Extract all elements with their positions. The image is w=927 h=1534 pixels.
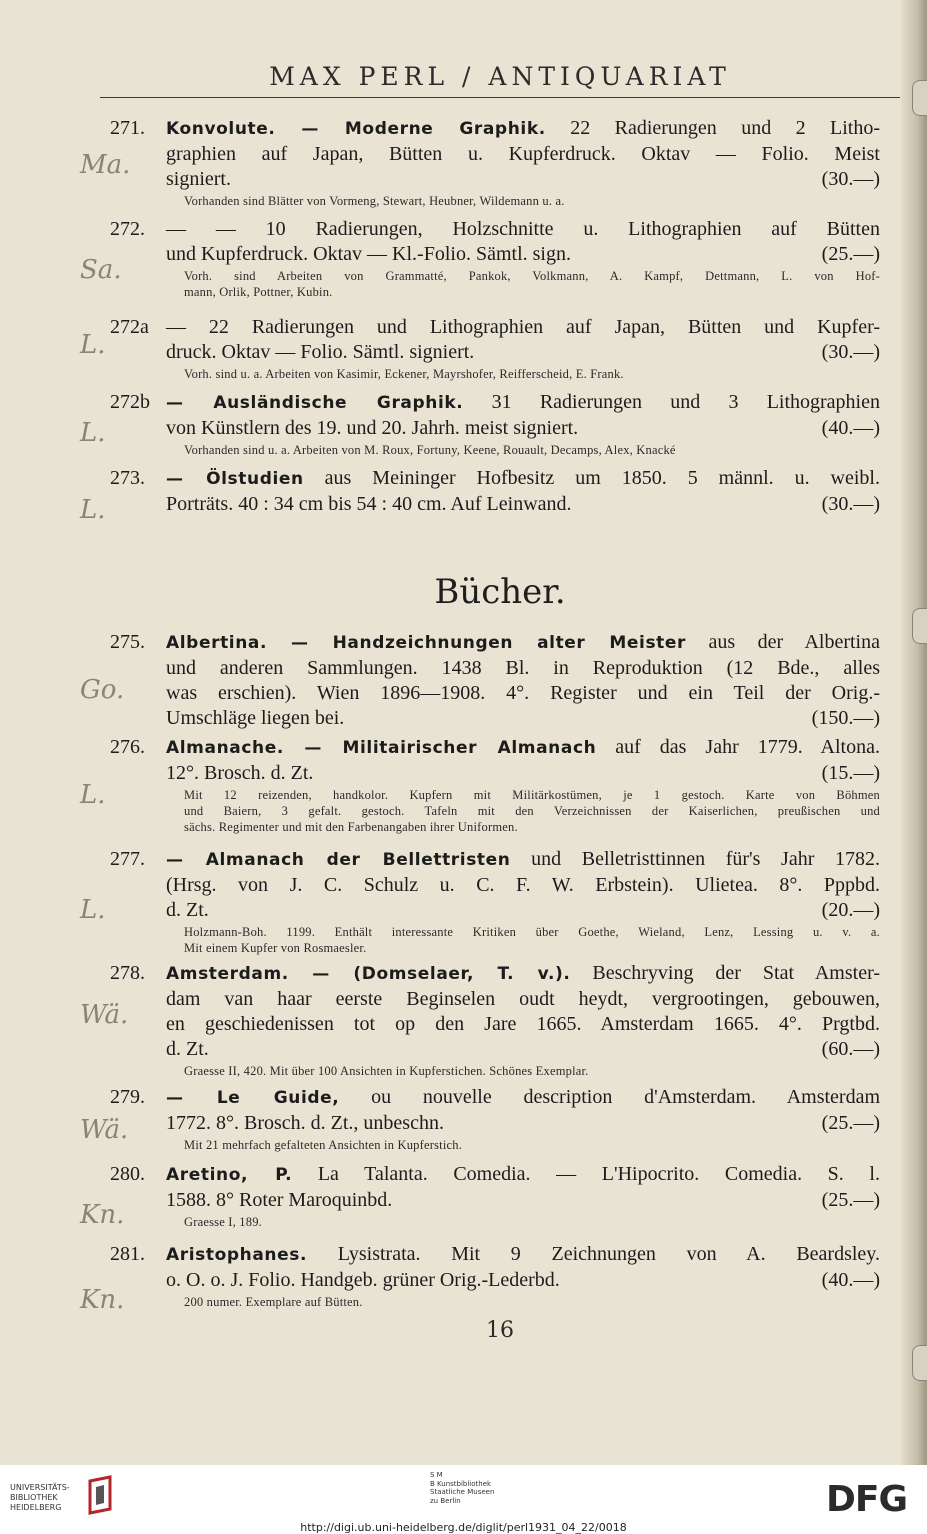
entry-note: Vorhanden sind u. a. Arbeiten von M. Roux, Fortuny, Keene, Rouault, Decamps, Alex, Knacké <box>184 443 676 457</box>
catalog-entry <box>100 116 880 208</box>
entry-line-text: Porträts. 40 : 34 cm bis 54 : 40 cm. Auf Leinwand. <box>166 493 572 515</box>
handwritten-mark: Kn. <box>80 1200 125 1230</box>
entry-price: (15.—) <box>821 762 880 784</box>
handwritten-mark: Sa. <box>80 255 122 285</box>
entry-line-text: — 22 Radierungen und Lithographien auf Japan, Bütten und Kupfer- <box>166 316 880 338</box>
entry-price: (25.—) <box>821 1112 880 1134</box>
entry-heading: Aristophanes. <box>166 1245 308 1265</box>
entry-note: sächs. Regimenter und mit den Farbenangaben ihrer Uniformen. <box>184 820 518 834</box>
catalog-entry <box>100 1162 880 1229</box>
entry-line-text: was erschien). Wien 1896—1908. 4°. Register und ein Teil der Orig.- <box>166 682 880 704</box>
entry-line-text: d. Zt. <box>166 899 209 921</box>
entry-text <box>166 735 880 834</box>
handwritten-mark: L. <box>80 330 106 360</box>
entry-line-text: 12°. Brosch. d. Zt. <box>166 762 314 784</box>
entry-price: (25.—) <box>821 1189 880 1211</box>
entry-line-text: Beschryving der Stat Amster- <box>570 962 880 984</box>
entry-note: und Baiern, 3 gefalt. gestoch. Tafeln mit den Verzeichnissen der Kaiserlichen, preußischen und <box>184 804 880 818</box>
university-name: UNIVERSITÄTS- BIBLIOTHEK HEIDELBERG <box>10 1483 70 1512</box>
entry-line-text: d. Zt. <box>166 1038 209 1060</box>
entry-heading: — Almanach der Bellettristen <box>166 850 511 870</box>
entry-note: mann, Orlik, Pottner, Kubin. <box>184 285 333 299</box>
handwritten-mark: Wä. <box>80 1115 129 1145</box>
entry-line-text: 1588. 8° Roter Maroquinbd. <box>166 1189 393 1211</box>
entry-text <box>166 116 880 208</box>
entry-line <box>166 492 880 517</box>
entry-price: (150.—) <box>811 707 880 729</box>
entry-number: 275. <box>110 631 145 653</box>
entry-line-text: von Künstlern des 19. und 20. Jahrh. meist signiert. <box>166 417 579 439</box>
entry-line-text: 1772. 8°. Brosch. d. Zt., unbeschn. <box>166 1112 444 1134</box>
entry-line-text: (Hrsg. von J. C. Schulz u. C. F. W. Erbstein). Ulietea. 8°. Pppbd. <box>166 874 880 896</box>
entry-number: 280. <box>110 1163 145 1185</box>
header-rule <box>100 97 900 98</box>
source-url[interactable]: http://digi.ub.uni-heidelberg.de/diglit/perl1931_04_22/0018 <box>300 1521 627 1534</box>
entry-line <box>166 735 880 761</box>
entry-line <box>166 1162 880 1188</box>
catalog-entry <box>100 1242 880 1309</box>
entry-line <box>166 630 880 656</box>
entry-line <box>166 416 880 441</box>
catalog-entry <box>100 315 880 381</box>
entry-line <box>166 706 880 731</box>
catalog-entry <box>100 1085 880 1152</box>
entry-number: 272b <box>110 391 150 413</box>
entry-line-text: — — 10 Radierungen, Holzschnitte u. Lithographien auf Bütten <box>166 218 880 240</box>
entry-note: Vorh. sind Arbeiten von Grammatté, Pankok, Volkmann, A. Kampf, Dettmann, L. von Hof- <box>184 269 880 283</box>
dfg-logo: DFG <box>826 1479 908 1520</box>
entry-note: 200 numer. Exemplare auf Bütten. <box>184 1295 363 1309</box>
entry-price: (30.—) <box>821 168 880 190</box>
entry-line-text: und Belletristtinnen für's Jahr 1782. <box>510 848 880 870</box>
entry-line <box>166 340 880 365</box>
entry-line <box>166 142 880 167</box>
entry-line-text: und Kupferdruck. Oktav — Kl.-Folio. Sämtl. sign. <box>166 243 571 265</box>
entry-number: 277. <box>110 848 145 870</box>
entry-line <box>166 1188 880 1213</box>
entry-note: Holzmann-Boh. 1199. Enthält interessante Kritiken über Goethe, Wieland, Lenz, Lessing u. v. a. <box>184 925 880 939</box>
catalog-entry <box>100 390 880 457</box>
entry-note: Mit 12 reizenden, handkolor. Kupfern mit Militärkostümen, je 1 gestoch. Karte von Böhmen <box>184 788 880 802</box>
entry-text <box>166 217 880 299</box>
entry-line <box>166 1268 880 1293</box>
entry-price: (60.—) <box>821 1038 880 1060</box>
entry-line-text: 22 Radierungen und 2 Litho- <box>545 117 880 139</box>
entry-line-text: en geschiedenissen tot op den Jare 1665. Amsterdam 1665. 4°. Prgtbd. <box>166 1013 880 1035</box>
entry-price: (40.—) <box>821 417 880 439</box>
catalog-entry <box>100 466 880 517</box>
entry-text <box>166 847 880 955</box>
entry-line-text: Lysistrata. Mit 9 Zeichnungen von A. Beardsley. <box>307 1243 880 1265</box>
binding-tab <box>912 608 927 644</box>
entry-heading: — Ausländische Graphik. <box>166 393 464 413</box>
entry-heading: Konvolute. — Moderne Graphik. <box>166 119 546 139</box>
entry-heading: — Ölstudien <box>166 469 304 489</box>
entry-number: 276. <box>110 736 145 758</box>
entry-number: 272a <box>110 316 149 338</box>
entry-line <box>166 1012 880 1037</box>
entry-text <box>166 390 880 457</box>
entry-text <box>166 961 880 1078</box>
entry-number: 273. <box>110 467 145 489</box>
entry-note: Graesse II, 420. Mit über 100 Ansichten in Kupferstichen. Schönes Exemplar. <box>184 1064 589 1078</box>
entry-note: Mit einem Kupfer von Rosmaesler. <box>184 941 367 955</box>
entry-heading: Almanache. — Militairischer Almanach <box>166 738 597 758</box>
entry-line-text: signiert. <box>166 168 231 190</box>
entry-heading: Albertina. — Handzeichnungen alter Meister <box>166 633 687 653</box>
entry-line <box>166 961 880 987</box>
entry-line <box>166 847 880 873</box>
museum-credit: S M B Kunstbibliothek Staatliche Museen zu Berlin <box>430 1471 495 1505</box>
entry-line-text: aus der Albertina <box>686 631 880 653</box>
handwritten-mark: Wä. <box>80 1000 129 1030</box>
entry-line-text: Umschläge liegen bei. <box>166 707 345 729</box>
entry-line <box>166 1037 880 1062</box>
entry-heading: — Le Guide, <box>166 1088 340 1108</box>
entry-price: (30.—) <box>821 493 880 515</box>
entry-line <box>166 873 880 898</box>
entry-line-text: La Talanta. Comedia. — L'Hipocrito. Comedia. S. l. <box>292 1163 880 1185</box>
entry-line <box>166 242 880 267</box>
entry-number: 278. <box>110 962 145 984</box>
entry-number: 272. <box>110 218 145 240</box>
entry-line-text: dam van haar eerste Beginselen oudt heydt, vergrootingen, gebouwen, <box>166 988 880 1010</box>
entry-line <box>166 217 880 242</box>
entry-text <box>166 1162 880 1229</box>
handwritten-mark: L. <box>80 495 106 525</box>
university-logo-icon <box>86 1475 114 1515</box>
entry-line-text: aus Meininger Hofbesitz um 1850. 5 männl. u. weibl. <box>303 467 880 489</box>
entry-line-text: druck. Oktav — Folio. Sämtl. signiert. <box>166 341 475 363</box>
catalog-entry <box>100 630 880 731</box>
catalog-entry <box>100 847 880 955</box>
entry-price: (20.—) <box>821 899 880 921</box>
entry-line <box>166 390 880 416</box>
handwritten-mark: L. <box>80 780 106 810</box>
entry-heading: Amsterdam. — (Domselaer, T. v.). <box>166 964 571 984</box>
entry-text <box>166 315 880 381</box>
entry-text <box>166 630 880 731</box>
entry-note: Graesse I, 189. <box>184 1215 262 1229</box>
handwritten-mark: Ma. <box>80 150 131 180</box>
entry-note: Vorhanden sind Blätter von Vormeng, Stewart, Heubner, Wildemann u. a. <box>184 194 565 208</box>
handwritten-mark: Go. <box>80 675 125 705</box>
catalog-entry <box>100 735 880 834</box>
entry-line <box>166 898 880 923</box>
footer <box>0 1465 927 1534</box>
entry-line <box>166 761 880 786</box>
entry-note: Vorh. sind u. a. Arbeiten von Kasimir, Eckener, Mayrshofer, Reifferscheid, E. Frank. <box>184 367 624 381</box>
entry-line <box>166 466 880 492</box>
entry-price: (40.—) <box>821 1269 880 1291</box>
handwritten-mark: L. <box>80 418 106 448</box>
page-header: MAX PERL / ANTIQUARIAT <box>269 62 731 91</box>
entry-text <box>166 466 880 517</box>
catalog-entry <box>100 961 880 1078</box>
entry-line <box>166 681 880 706</box>
entry-line-text: o. O. o. J. Folio. Handgeb. grüner Orig.-Lederbd. <box>166 1269 560 1291</box>
handwritten-mark: Kn. <box>80 1285 125 1315</box>
entry-text <box>166 1242 880 1309</box>
section-title: Bücher. <box>434 572 566 612</box>
entry-number: 279. <box>110 1086 145 1108</box>
entry-text <box>166 1085 880 1152</box>
entry-line <box>166 987 880 1012</box>
binding-tab <box>912 80 927 116</box>
page-number: 16 <box>486 1318 514 1343</box>
entry-line <box>166 1111 880 1136</box>
page-binding <box>901 0 927 1465</box>
entry-number: 271. <box>110 117 145 139</box>
entry-line-text: ou nouvelle description d'Amsterdam. Amsterdam <box>339 1086 880 1108</box>
entry-note: Mit 21 mehrfach gefalteten Ansichten in Kupferstich. <box>184 1138 463 1152</box>
entry-line-text: auf das Jahr 1779. Altona. <box>596 736 880 758</box>
handwritten-mark: L. <box>80 895 106 925</box>
entry-line <box>166 1242 880 1268</box>
catalog-entry <box>100 217 880 299</box>
entry-line-text: und anderen Sammlungen. 1438 Bl. in Reproduktion (12 Bde., alles <box>166 657 880 679</box>
entry-number: 281. <box>110 1243 145 1265</box>
entry-heading: Aretino, P. <box>166 1165 293 1185</box>
entry-line <box>166 116 880 142</box>
entry-price: (25.—) <box>821 243 880 265</box>
entry-price: (30.—) <box>821 341 880 363</box>
entry-line <box>166 656 880 681</box>
entry-line <box>166 315 880 340</box>
entry-line-text: 31 Radierungen und 3 Lithographien <box>463 391 880 413</box>
binding-tab <box>912 1345 927 1381</box>
entry-line-text: graphien auf Japan, Bütten u. Kupferdruck. Oktav — Folio. Meist <box>166 143 880 165</box>
entry-line <box>166 167 880 192</box>
entry-line <box>166 1085 880 1111</box>
